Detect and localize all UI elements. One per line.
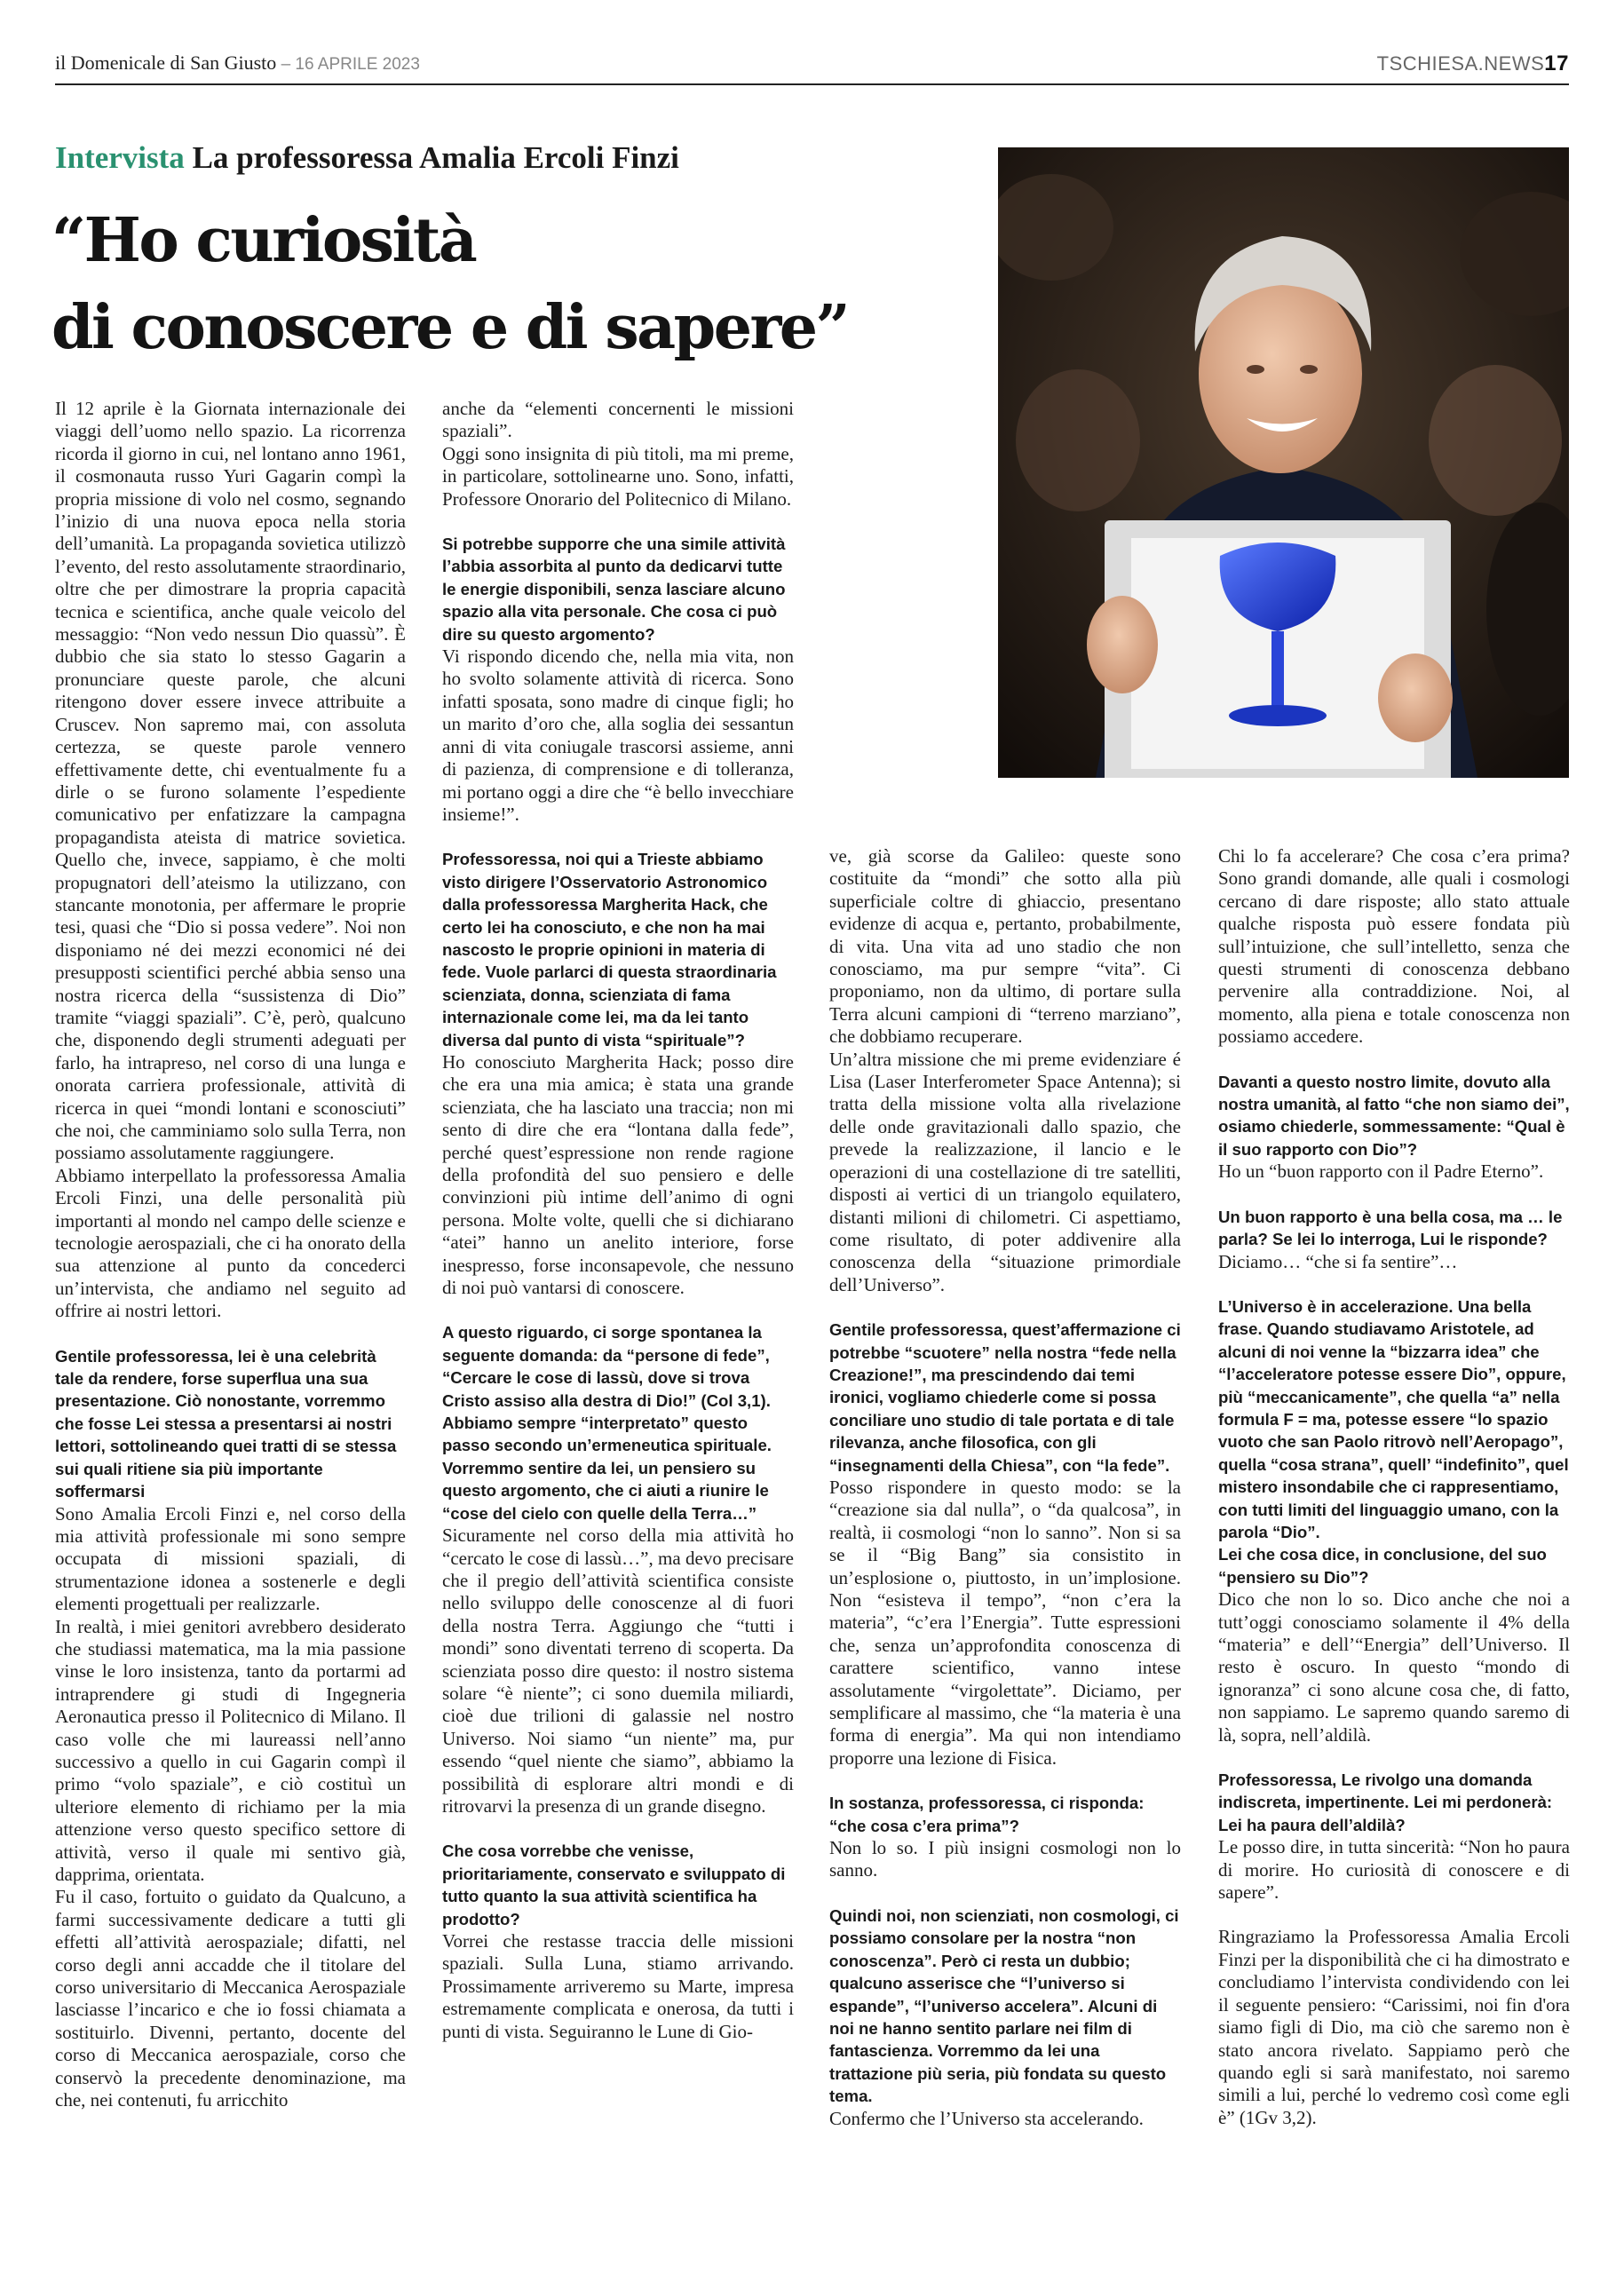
title-line-1: “Ho curiosità	[51, 205, 476, 276]
interview-answer: Oggi sono insignita di più titoli, ma mi preme, in particolare, sottolinearne uno. Sono, infatti, Professore Onorario del Politecnico di Milano.	[442, 442, 794, 510]
interview-answer: Fu il caso, fortuito o guidato da Qualcuno, a farmi successivamente dedicare a tutti gli effetti all’attività aerospaziale; difatti, nel corso degli anni accadde che il titolare del corso universitario di Meccanica Aerospaziale lasciasse l’incarico e che io fossi chiamata a sostituirlo. Divenni, pertanto, docente del corso di Meccanica aerospaziale, corso che conservò la precedente denominazione, ma che, nei contenuti, fu arricchito	[55, 1886, 406, 2111]
interview-question: Professoressa, noi qui a Trieste abbiamo visto dirigere l’Osservatorio Astronomico dalla professoressa Margherita Hack, che certo lei ha conosciuto, e che non ha mai nascosto le proprie opinioni in materia di fede. Vuole parlarci di questa straordinaria scienziata, donna, scienziata di fama internazionale come lei, ma da lei tanto diversa dal punto di vista “spirituale”?	[442, 850, 777, 1049]
interview-answer: Dico che non lo so. Dico anche che noi a tutt’oggi conosciamo solamente il 4% della “materia” e dell’“Energia” dell’Universo. Il resto è oscuro. In questo “mondo di ignoranza” ci sono alcune cosa che, di fatto, non sappiamo. Le sapremo quando saremo di là, sopra, nell’aldilà.	[1218, 1588, 1570, 1746]
interview-answer: Ho un “buon rapporto con il Padre Eterno”.	[1218, 1160, 1544, 1183]
interview-answer: In realtà, i miei genitori avrebbero desiderato che studiassi matematica, ma la mia passione vinse le loro insistenza, tanto da portarmi ad intraprendere gi studi di Ingegneria Aeronautica presso il Politecnico di Milano. Il caso volle che mi laureassi nell’anno successivo a quello in cui Gagarin compì il primo “volo spaziale”, e ciò costituì un ulteriore elemento di richiamo per la mia attenzione verso questo specifico settore di attività, verso il quale mi sentivo già, dapprima, orientata.	[55, 1615, 406, 1885]
interview-question: In sostanza, professoressa, ci risponda: “che cosa c’era prima”?	[829, 1794, 1145, 1835]
interview-question: Che cosa vorrebbe che venisse, prioritariamente, conservato e sviluppato di tutto quanto la sua attività scientifica ha prodotto?	[442, 1841, 786, 1928]
interview-question: Si potrebbe supporre che una simile attività l’abbia assorbita al punto da dedicarvi tutte le energie disponibili, senza lasciare alcuno spazio alla vita personale. Che cosa ci può dire su questo argomento?	[442, 535, 786, 644]
interview-question: A questo riguardo, ci sorge spontanea la seguente domanda: da “persone di fede”, “Cercare le cose di lassù, dove si trova Cristo assiso alla destra di Dio!” (Col 3,1). Abbiamo sempre “interpretato” questo passo secondo un’ermeneutica spirituale. Vorremmo sentire da lei, un pensiero su questo argomento, che ci aiuti a riunire le “cose del cielo con quelle della Terra…”	[442, 1323, 772, 1523]
intro-paragraph: Il 12 aprile è la Giornata internazionale dei viaggi dell’uomo nello spazio. La ricorrenza ricorda il giorno in cui, nel lontano anno 1961, il cosmonauta russo Yuri Gagarin compì la propria missione di volo nel cosmo, segnando l’inizio di una nuova epoca nella storia dell’umanità. La propaganda sovietica utilizzò l’evento, del resto assolutamente straordinario, oltre che per dimostrare la propria capacità tecnica e scientifica, anche quale veicolo del messaggio: “Non vedo nessun Dio quassù”. È dubbio che sia stato lo stesso Gagarin a pronunciare queste parole, che alcuni ritengono dover essere invece attribuite a Cruscev. Non sapremo mai, con assoluta certezza, se queste parole vennero effettivamente dette, chi eventualmente fu a dirle o se furono solamente l’espediente comunicativo per enfatizzare la campagna propagandista ateista di matrice sovietica. Quello che, invece, sappiamo, è che molti propugnatori dell’ateismo la utilizzano, con stancante monotonia, per affermare le proprie tesi, quasi che “Dio si possa vedere”. Noi non disponiamo né dei mezzi economici né dei presupposti scientifici perché abbia senso una nostra ricerca della “sussistenza di Dio” tramite “viaggi spaziali”. C’è, però, qualcuno che, disponendo degli strumenti adeguati per farlo, ha intrapreso, nel corso di una lunga e onorata carriera professionale, attività di ricerca in quei “mondi lontani e sconosciuti” che noi, che camminiamo solo sulla Terra, non possiamo assolutamente raggiungere.	[55, 398, 406, 1164]
page-header	[55, 48, 1569, 85]
interview-question: Lei che cosa dice, in conclusione, del suo “pensiero su Dio”?	[1218, 1545, 1547, 1587]
article-title	[51, 197, 957, 371]
interview-answer: Diciamo… “che si fa sentire”…	[1218, 1250, 1458, 1272]
intro-paragraph: Abbiamo interpellato la professoressa Amalia Ercoli Finzi, una delle personalità più importanti al mondo nel campo delle scienze e tecnologie aerospaziali, che ci ha onorato della sua attenzione al punto da concederci un’intervista, che andiamo nel seguito ad offrire ai nostri lettori.	[55, 1164, 406, 1322]
interview-question: Quindi noi, non scienziati, non cosmologi, ci possiamo consolare per la nostra “non conoscenza”. Però ci resta un dubbio; qualcuno asserisce che “l’universo si espande”, “l’universo accelera”. Alcuni di noi ne hanno sentito parlare nei film di fantascienza. Vorremmo da lei una trattazione più seria, più fondata su questo tema.	[829, 1905, 1179, 2106]
interview-answer: ve, già scorse da Galileo: queste sono costituite da “mondi” che sotto alla più superficiale coltre di ghiaccio, presentano evidenze di acqua e, pertanto, probabilmente, di vita. Una vita ad uno stadio che non conosciamo, ma pur sempre “vita”. Ci proponiamo, non da ultimo, di portare sulla Terra alcuni campioni di “terreno marziano”, che dobbiamo recuperare.	[829, 845, 1181, 1048]
interview-photo	[998, 147, 1569, 778]
article-kicker	[55, 140, 679, 176]
interview-answer: Posso rispondere in questo modo: se la “creazione sia dal nulla”, o “da qualcosa”, in realtà, ii cosmologi “non lo sanno”. Non si sa se il “Big Bang” sia consistito in un’esplosione o, piuttosto, in un’implosione. Non “esisteva il tempo”, “non c’era la materia”, “c’era l’Energia”. Tutte espressioni che, senza un’approfondita conoscenza di carattere scientifico, vanno intese assolutamente “virgolettate”. Diciamo, per semplificare al massimo, che “la materia è una forma di energia”. Ma qui non intendiamo proporre una lezione di Fisica.	[829, 1476, 1181, 1769]
interview-answer: anche da “elementi concernenti le missioni spaziali”.	[442, 398, 794, 442]
issue-date: – 16 APRILE 2023	[276, 55, 420, 74]
interview-answer: Confermo che l’Universo sta accelerando.	[829, 2107, 1144, 2129]
interview-question: Davanti a questo nostro limite, dovuto alla nostra umanità, al fatto “che non siamo dei”, osiamo chiederle, sommessamente: “Qual è il suo rapporto con Dio”?	[1218, 1072, 1570, 1159]
column-4	[1218, 845, 1570, 2129]
interview-answer: Sono Amalia Ercoli Finzi e, nel corso della mia attività professionale mi sono sempre occupata di missioni spaziali, di strumentazione idonea a sostenerle e degli elementi progettuali per realizzarle.	[55, 1502, 406, 1615]
interview-answer: Chi lo fa accelerare? Che cosa c’era prima? Sono grandi domande, alle quali i cosmologi cercano di dare risposte; allo stato attuale qualche risposta può essere fondata più sull’intuizione, che sull’intelletto, senza che questi strumenti di conoscenza debbano pervenire alla contraddizione. Noi, al momento, alla piena e totale conoscenza non possiamo accedere.	[1218, 845, 1570, 1048]
interview-answer: Ho conosciuto Margherita Hack; posso dire che era una mia amica; è stata una grande scienziata, che ha lasciato una traccia; non mi sento di dire che era “lontana dalla fede”, perché quest’espressione non rende ragione della profondità del suo pensiero e delle convinzioni più intime dell’animo di ogni persona. Molte volte, quelli che si dichiarano “atei” hanno un anelito interiore, forse inespresso, forse inconsapevole, che nessuno di noi può vantarsi di conoscere.	[442, 1050, 794, 1299]
section-label: Intervista	[55, 140, 185, 175]
interview-question: Professoressa, Le rivolgo una domanda indiscreta, impertinente. Lei mi perdonerà: Lei ha paura dell’aldilà?	[1218, 1770, 1553, 1834]
title-line-2: di conoscere e di sapere”	[51, 292, 849, 363]
interview-answer: Non lo so. I più insigni cosmologi non lo sanno.	[829, 1837, 1181, 1881]
column-2	[442, 398, 794, 2043]
site-link[interactable]: TSCHIESA.NEWS	[1376, 52, 1545, 75]
photo-illustration	[998, 147, 1569, 778]
page-number: 17	[1544, 51, 1569, 75]
closing-paragraph: Ringraziamo la Professoressa Amalia Ercoli Finzi per la disponibilità che ci ha dimostrato e concludiamo l’intervista condividendo con lei il seguente pensiero: “Carissimi, noi fin d'ora siamo figli di Dio, ma ciò che saremo non è stato ancora rivelato. Sappiamo però che quando egli si sarà manifestato, noi saremo simili a lui, perché lo vedremo così come egli è” (1Gv 3,2).	[1218, 1926, 1570, 2128]
interview-answer: Sicuramente nel corso della mia attività ho “cercato le cose di lassù…”, ma devo precisare che il pregio dell’attività scientifica consiste nello sviluppo delle conoscenze al di fuori della nostra Terra. Aggiungo che “tutti i mondi” sono diventati terreno di scoperta. Da scienziata posso dire questo: il nostro sistema solare “è niente”; ci sono duemila miliardi, cioè due trilioni di galassie nel nostro Universo. Noi siamo “un niente” ma, pur essendo “quel niente che siamo”, abbiamo la possibilità di esplorare altri mondi e di ritrovarvi la presenza di un grande disegno.	[442, 1525, 794, 1817]
interview-answer: Le posso dire, in tutta sincerità: “Non ho paura di morire. Ho curiosità di conoscere e di sapere”.	[1218, 1836, 1570, 1904]
column-1	[55, 398, 406, 2111]
column-3	[829, 845, 1181, 2130]
interview-answer: Vorrei che restasse traccia delle missioni spaziali. Sulla Luna, stiamo arrivando. Prossimamente arriveremo su Marte, impresa estremamente complicata e onerosa, da tutti i punti di vista. Seguiranno le Lune di Gio-	[442, 1930, 794, 2042]
interview-answer: Un’altra missione che mi preme evidenziare é Lisa (Laser Interferometer Space Antenna); si tratta della missione volta alla rivelazione delle onde gravitazionali dallo spazio, che prevede la realizzazione, il lancio e le operazioni di una costellazione di tre satelliti, disposti ai vertici di un triangolo equilatero, distanti milioni di chilometri. Ci aspettiamo, come risultato, di poter addivenire alla conoscenza della “situazione primordiale dell’Universo”.	[829, 1048, 1181, 1295]
newspaper-name: il Domenicale di San Giusto	[55, 51, 277, 74]
masthead	[55, 51, 420, 75]
interview-answer: Vi rispondo dicendo che, nella mia vita, non ho svolto solamente attività di ricerca. Sono infatti sposata, sono madre di cinque figli; ho un marito d’oro che, alla soglia dei sessantun anni di vita coniugale trascorsi assieme, anni di pazienza, di comprensione e di tolleranza, mi portano oggi a dire che “è bello invecchiare insieme!”.	[442, 645, 794, 825]
kicker-subject: La professoressa Amalia Ercoli Finzi	[184, 140, 679, 175]
interview-question: Gentile professoressa, quest’affermazione ci potrebbe “scuotere” nella nostra “fede nella Creazione!”, ma prescindendo dai temi ironici, vogliamo chiederle come si possa conciliare uno studio di tale portata e di tale rilevanza, anche filosofica, con gli “insegnamenti della Chiesa”, con “la fede”.	[829, 1320, 1181, 1475]
site-and-page	[1377, 51, 1569, 76]
interview-question: L’Universo è in accelerazione. Una bella frase. Quando studiavamo Aristotele, ad alcuni di noi venne la “bizzarra idea” che “l’acceleratore potesse essere Dio”, oppure, più “meccanicamente”, che quella “a” nella formula F = ma, potesse essere “lo spazio vuoto che san Paolo ritrovò nell’Aeropago”, quella “cosa strana”, quell’ “indefinito”, quel mistero insondabile che ci rappresentiamo, con tutti limiti del linguaggio umano, con la parola “Dio”.	[1218, 1296, 1569, 1541]
interview-question: Gentile professoressa, lei è una celebrità tale da rendere, forse superflua una sua presentazione. Ciò nonostante, vorremmo che fosse Lei stessa a presentarsi ai nostri lettori, sottolineando quei tratti di se stessa sui quali ritiene sia più importante soffermarsi	[55, 1346, 397, 1501]
interview-question: Un buon rapporto è una bella cosa, ma … le parla? Se lei lo interroga, Lui le risponde?	[1218, 1207, 1563, 1249]
